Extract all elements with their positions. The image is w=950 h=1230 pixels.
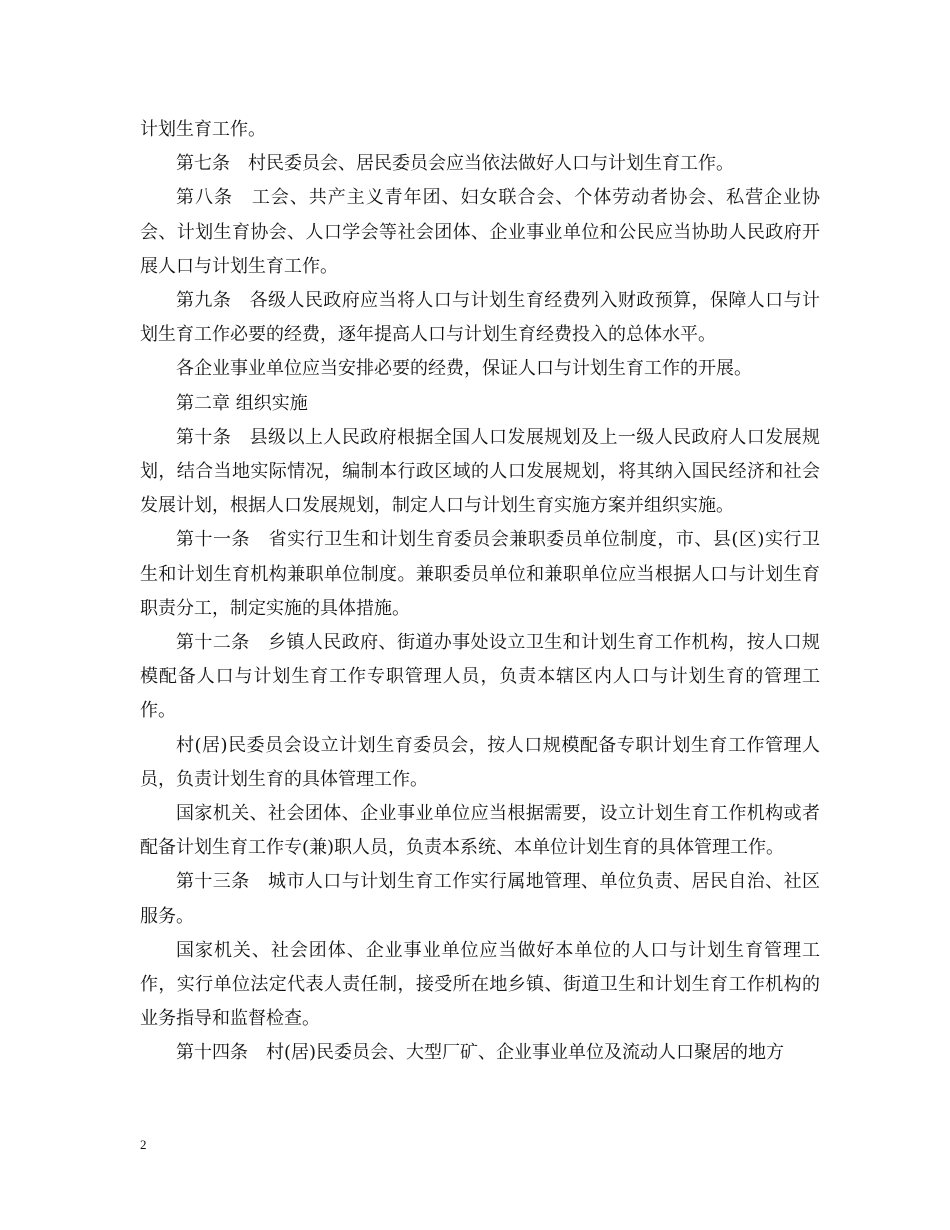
paragraph-8: 第十一条 省实行卫生和计划生育委员会兼职委员单位制度，市、县(区)实行卫生和计划生育机构兼职单位制度。兼职委员单位和兼职单位应当根据人口与计划生育职责分工，制定实施的具体措施。 [140,529,820,619]
paragraph-10: 村(居)民委员会设立计划生育委员会，按人口规模配备专职计划生育工作管理人员，负责计划生育的具体管理工作。 [140,734,820,790]
paragraph-3: 第八条 工会、共产主义青年团、妇女联合会、个体劳动者协会、私营企业协会、计划生育协会、人口学会等社会团体、企业事业单位和公民应当协助人民政府开展人口与计划生育工作。 [140,187,820,277]
paragraph-1: 计划生育工作。 [140,119,266,140]
paragraph-9: 第十二条 乡镇人民政府、街道办事处设立卫生和计划生育工作机构，按人口规模配备人口与计划生育工作专职管理人员，负责本辖区内人口与计划生育的管理工作。 [140,632,820,722]
paragraph-11: 国家机关、社会团体、企业事业单位应当根据需要，设立计划生育工作机构或者配备计划生育工作专(兼)职人员，负责本系统、本单位计划生育的具体管理工作。 [140,803,820,859]
paragraph-7: 第十条 县级以上人民政府根据全国人口发展规划及上一级人民政府人口发展规划，结合当地实际情况，编制本行政区域的人口发展规划，将其纳入国民经济和社会发展计划，根据人口发展规划，制定人口与计划生育实施方案并组织实施。 [140,426,820,517]
paragraph-14: 第十四条 村(居)民委员会、大型厂矿、企业事业单位及流动人口聚居的地方 [176,1042,785,1064]
chapter-heading: 第二章 组织实施 [176,392,308,414]
paragraph-13: 国家机关、社会团体、企业事业单位应当做好本单位的人口与计划生育管理工作，实行单位法定代表人责任制，接受所在地乡镇、街道卫生和计划生育工作机构的业务指导和监督检查。 [140,939,820,1030]
document-body [140,113,820,1071]
paragraph-2: 第七条 村民委员会、居民委员会应当依法做好人口与计划生育工作。 [176,153,734,175]
paragraph-5: 各企业事业单位应当安排必要的经费，保证人口与计划生育工作的开展。 [176,358,752,380]
paragraph-4: 第九条 各级人民政府应当将人口与计划生育经费列入财政预算，保障人口与计划生育工作必要的经费，逐年提高人口与计划生育经费投入的总体水平。 [140,290,820,346]
paragraph-12: 第十三条 城市人口与计划生育工作实行属地管理、单位负责、居民自治、社区服务。 [140,871,820,927]
page-number: 2 [140,1137,147,1152]
